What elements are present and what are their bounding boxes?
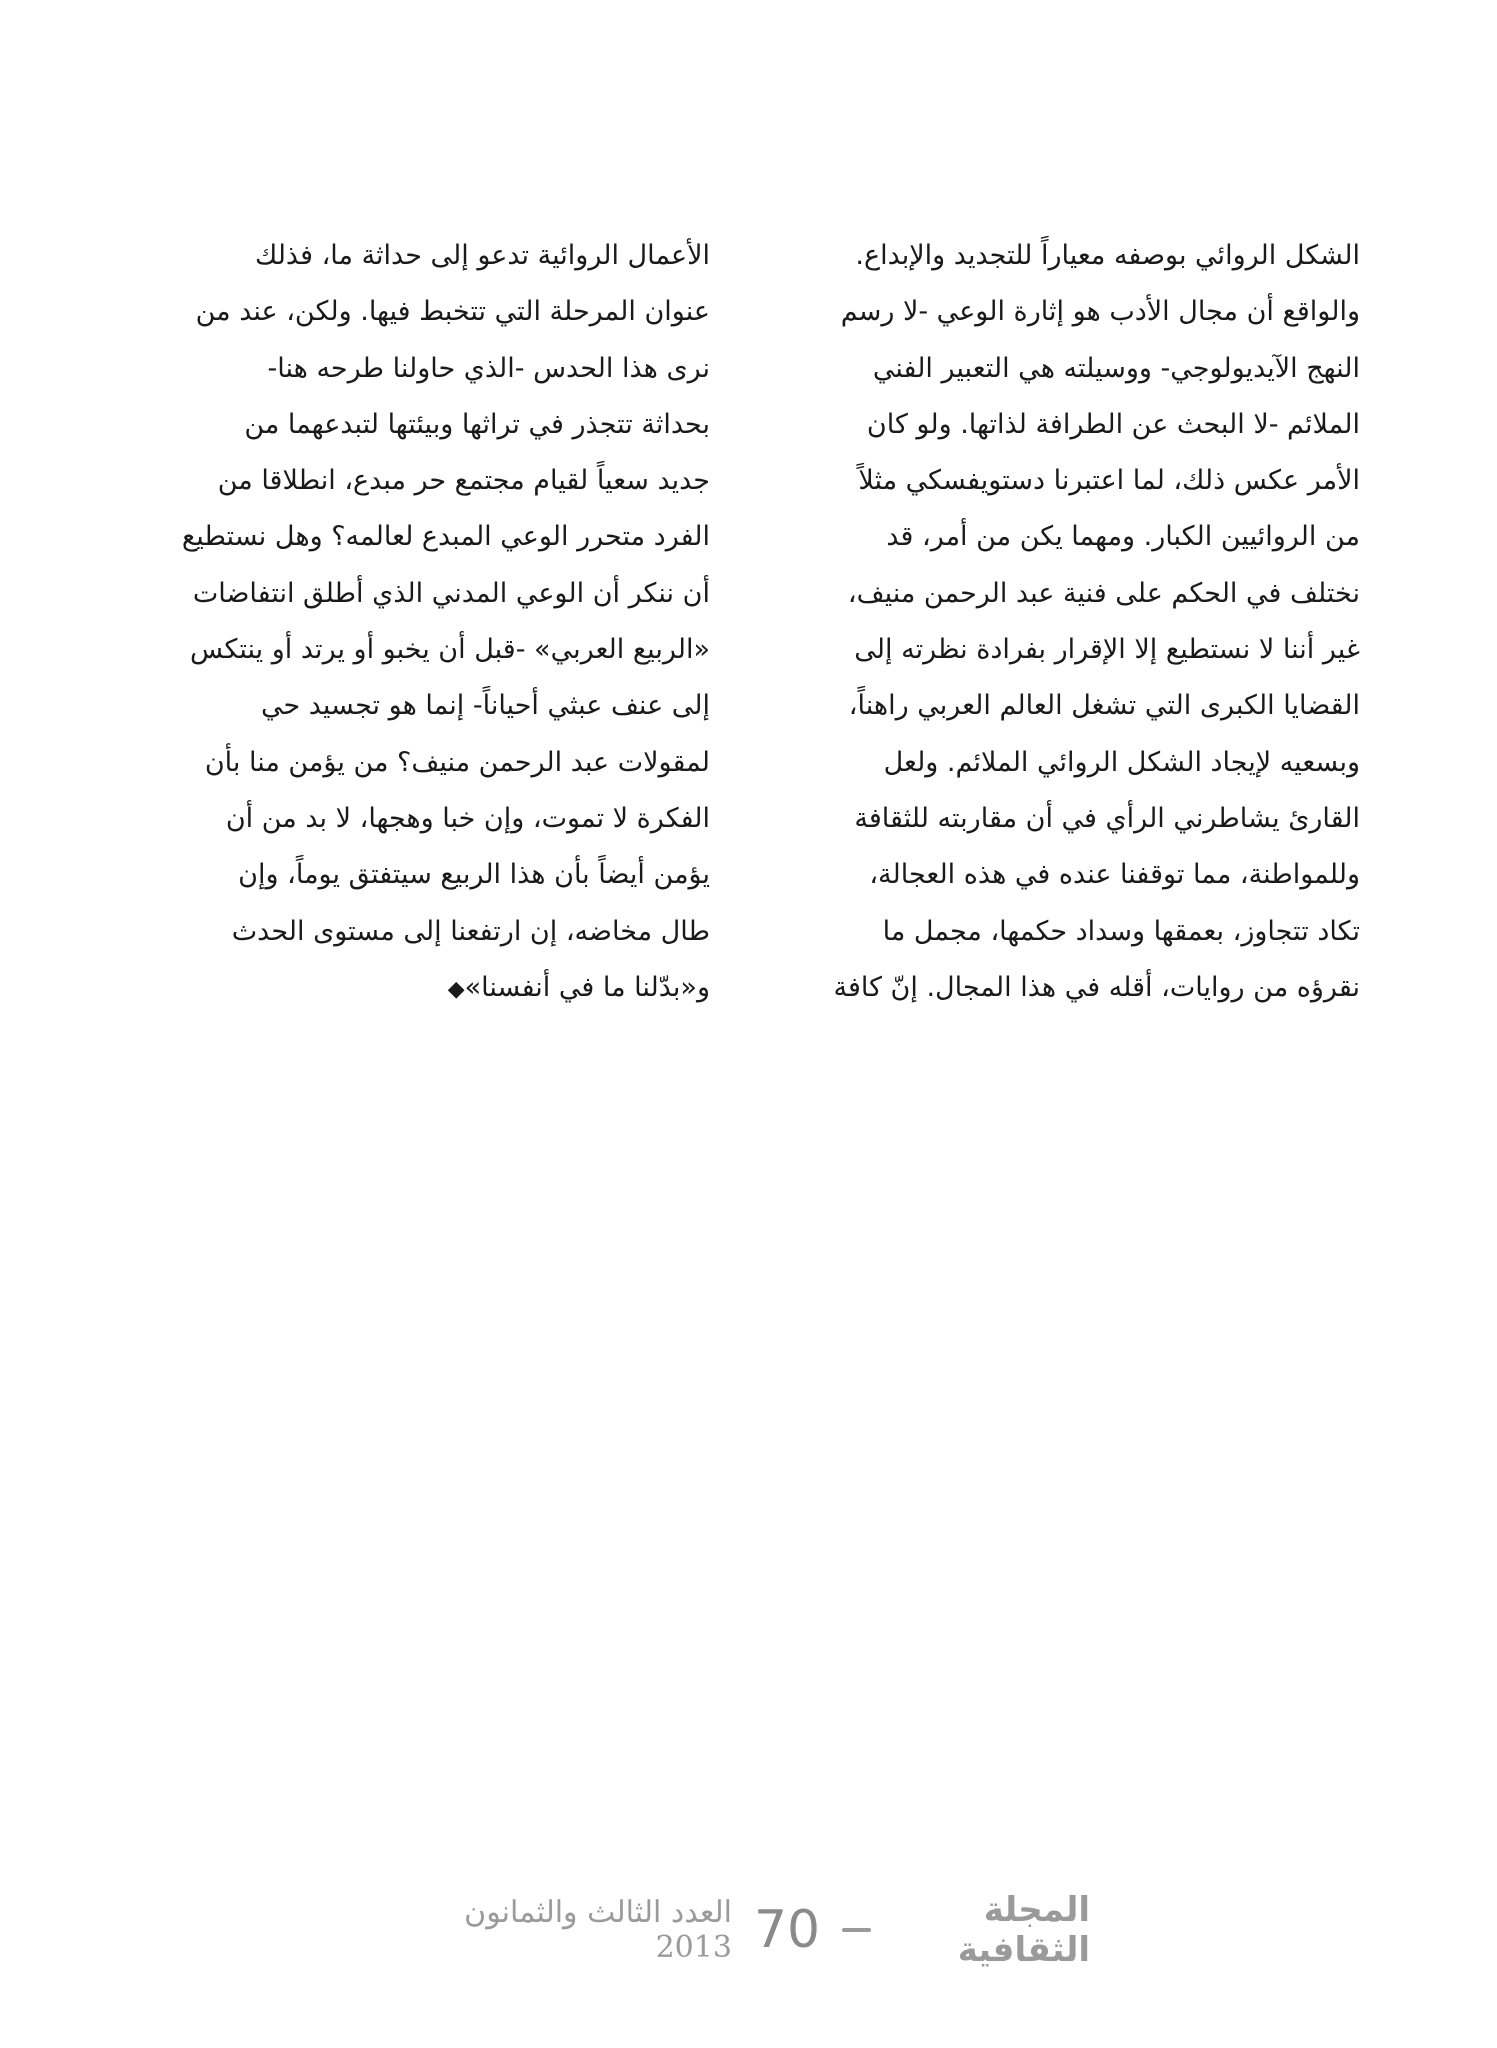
swash-decoration-icon: [842, 1928, 871, 1932]
text-line: «الربيع العربي» -قبل أن يخبو أو يرتد أو ينتكس: [190, 634, 710, 666]
text-line: الشكل الروائي بوصفه معياراً للتجديد والإبداع.: [855, 240, 1360, 271]
text-line: الأمر عكس ذلك، لما اعتبرنا دستويفسكي مثلاً: [858, 465, 1360, 497]
issue-label: العدد الثالث والثمانون 2013: [464, 1895, 732, 1965]
text-line: جديد سعياً لقيام مجتمع حر مبدع، انطلاقا من: [217, 465, 710, 497]
text-line: نرى هذا الحدس -الذي حاولنا طرحه هنا-: [267, 352, 710, 384]
end-diamond-icon: ◆: [447, 976, 465, 1002]
text-line: النهج الآيديولوجي- ووسيلته هي التعبير الفني: [872, 352, 1360, 384]
text-line: وبسعيه لإيجاد الشكل الروائي الملائم. ولعل: [883, 746, 1360, 778]
text-line: نقرؤه من روايات، أقله في هذا المجال. إنّ كافة: [833, 971, 1360, 1003]
text-line: لمقولات عبد الرحمن منيف؟ من يؤمن منا بأن: [204, 746, 710, 778]
text-line-content: و«بدّلنا ما في أنفسنا»: [464, 971, 710, 1003]
page-footer: [430, 1890, 1090, 1970]
text-line: القارئ يشاطرني الرأي في أن مقاربته للثقافة: [854, 802, 1360, 834]
text-line: إلى عنف عبثي أحياناً- إنما هو تجسيد حي: [260, 690, 710, 722]
magazine-name-text: المجلة الثقافية: [957, 1890, 1090, 1970]
text-line: والواقع أن مجال الأدب هو إثارة الوعي -لا رسم: [840, 296, 1360, 328]
text-line: من الروائيين الكبار. ومهما يكن من أمر، قد: [886, 521, 1360, 553]
text-line: الأعمال الروائية تدعو إلى حداثة ما، فذلك: [254, 240, 710, 271]
text-line: طال مخاضه، إن ارتفعنا إلى مستوى الحدث: [231, 915, 710, 947]
text-line: وللمواطنة، مما توقفنا عنده في هذه العجالة،: [869, 859, 1360, 891]
article-column-left: [150, 228, 710, 1016]
text-line: الفرد متحرر الوعي المبدع لعالمه؟ وهل نستطيع: [181, 521, 710, 553]
text-line: يؤمن أيضاً بأن هذا الربيع سيتفتق يوماً، وإن: [238, 859, 710, 891]
page-number: 70: [753, 1900, 821, 1960]
text-line: نختلف في الحكم على فنية عبد الرحمن منيف،: [847, 577, 1360, 609]
text-line: بحداثة تتجذر في تراثها وبيئتها لتبدعهما من: [244, 408, 710, 440]
text-line: القضايا الكبرى التي تشغل العالم العربي راهناً،: [848, 690, 1360, 722]
last-text-line: [150, 960, 710, 1016]
article-column-right: [800, 228, 1360, 1016]
text-line: الفكرة لا تموت، وإن خبا وهجها، لا بد من أن: [225, 802, 710, 834]
text-line: عنوان المرحلة التي تتخبط فيها. ولكن، عند من: [195, 296, 710, 328]
text-line: أن ننكر أن الوعي المدني الذي أطلق انتفاضات: [192, 577, 710, 609]
text-line: غير أننا لا نستطيع إلا الإقرار بفرادة نظرته إلى: [854, 634, 1360, 666]
text-line: الملائم -لا البحث عن الطرافة لذاتها. ولو كان: [866, 408, 1360, 440]
magazine-name: [842, 1890, 1090, 1970]
text-line: تكاد تتجاوز، بعمقها وسداد حكمها، مجمل ما: [882, 915, 1360, 947]
